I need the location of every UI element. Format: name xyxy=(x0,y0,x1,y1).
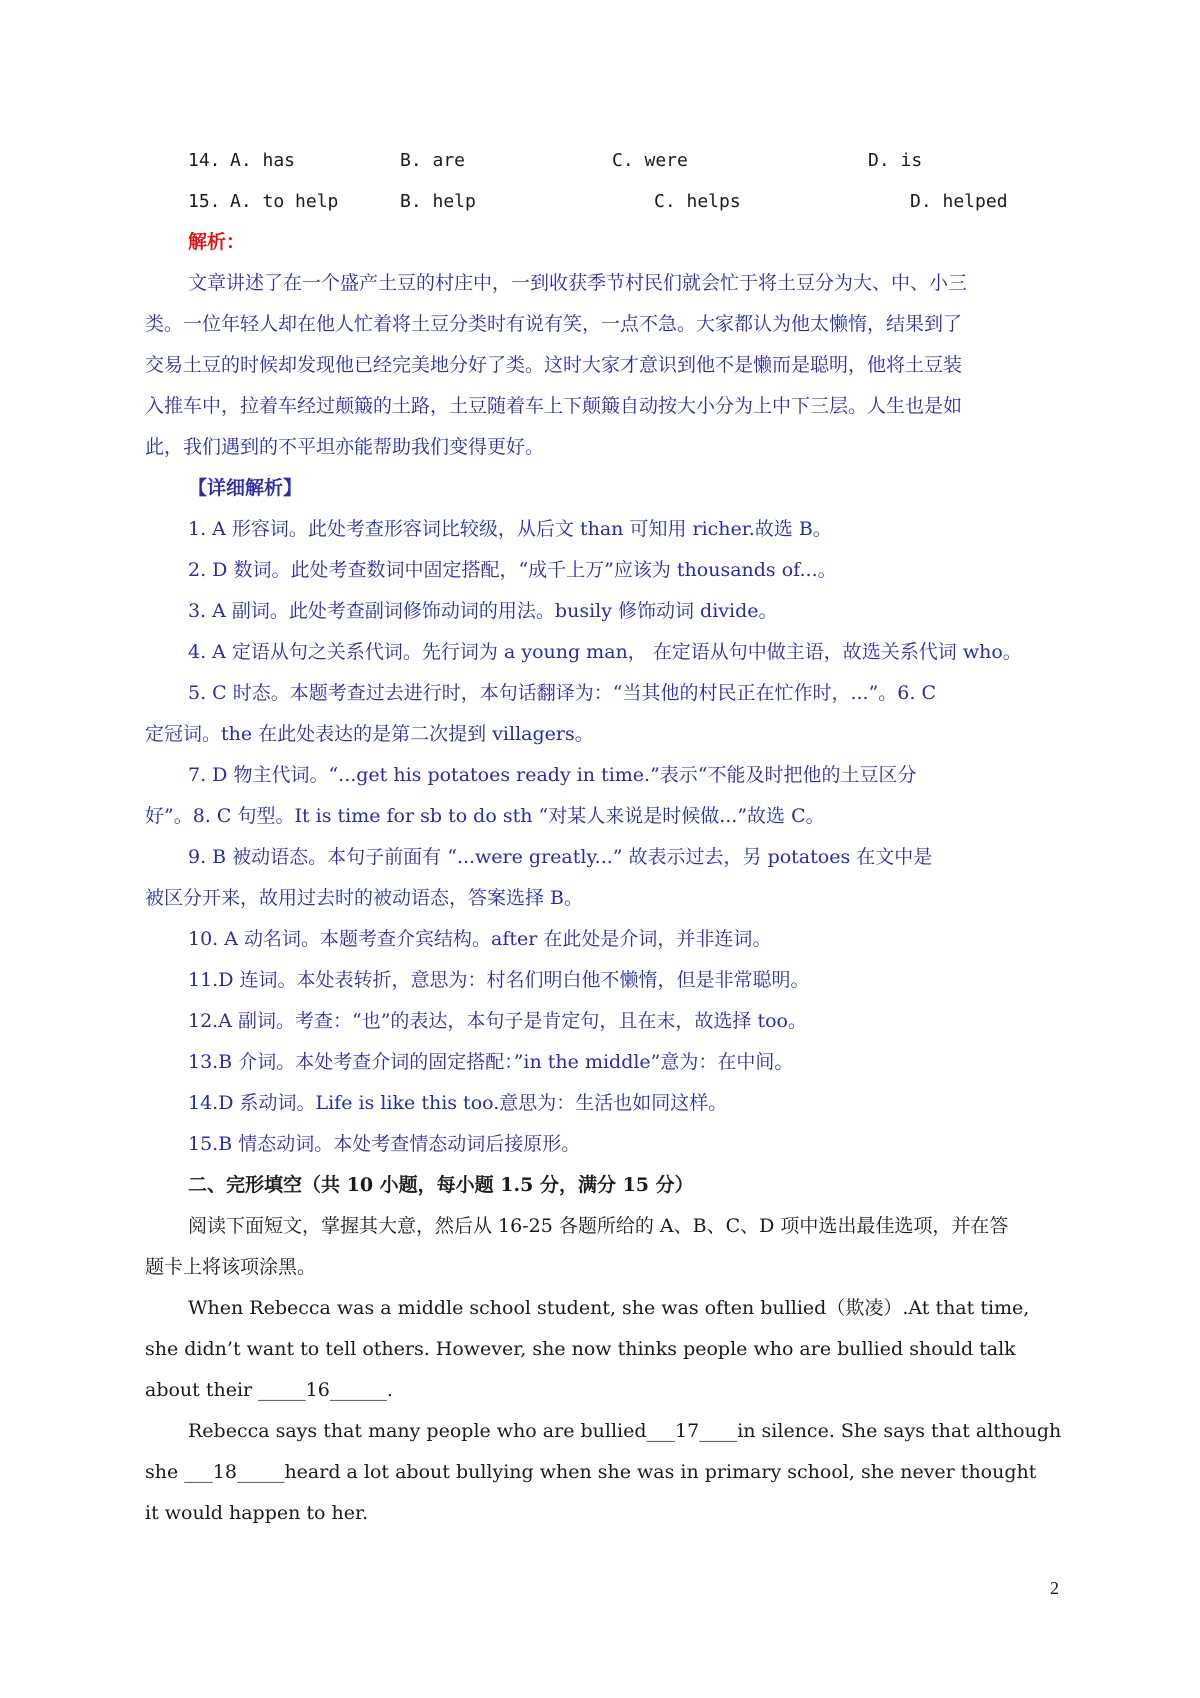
passage-line: Rebecca says that many people who are bullied___17____in silence. She says that although xyxy=(188,1420,1062,1442)
explanation-line: 7. D 物主代词。“...get his potatoes ready in time.”表示“不能及时把他的土豆区分 xyxy=(188,764,917,786)
question-15-options xyxy=(188,181,1068,223)
option-c: C. were xyxy=(612,150,688,171)
instruction-line: 阅读下面短文，掌握其大意，然后从 16-25 各题所给的 A、B、C、D 项中选出最佳选项，并在答 xyxy=(188,1215,1009,1237)
passage-line: she ___18_____heard a lot about bullying when she was in primary school, she never thought xyxy=(145,1461,1037,1483)
detail-heading: 【详细解析】 xyxy=(188,477,303,499)
option-d: D. is xyxy=(868,150,923,171)
explanation-line: 定冠词。the 在此处表达的是第二次提到 villagers。 xyxy=(145,723,594,745)
option-a: A. to help xyxy=(230,191,339,212)
explanation-line: 11.D 连词。本处表转折，意思为：村名们明白他不懒惰，但是非常聪明。 xyxy=(188,969,810,991)
option-b: B. are xyxy=(400,150,466,171)
explanation-line: 9. B 被动语态。本句子前面有 “...were greatly...” 故表示过去，另 potatoes 在文中是 xyxy=(188,846,933,868)
summary-line: 此，我们遇到的不平坦亦能帮助我们变得更好。 xyxy=(145,436,545,458)
option-a: A. has xyxy=(230,150,296,171)
summary-line: 文章讲述了在一个盛产土豆的村庄中，一到收获季节村民们就会忙于将土豆分为大、中、小三 xyxy=(188,272,968,294)
explanation-line: 3. A 副词。此处考查副词修饰动词的用法。busily 修饰动词 divide。 xyxy=(188,600,778,622)
page-number: 2 xyxy=(1050,1578,1059,1598)
analysis-heading: 解析： xyxy=(188,231,246,253)
instruction-line: 题卡上将该项涂黑。 xyxy=(145,1256,317,1278)
explanation-line: 被区分开来，故用过去时的被动语态，答案选择 B。 xyxy=(145,887,584,909)
summary-line: 交易土豆的时候却发现他已经完美地分好了类。这时大家才意识到他不是懒而是聪明，他将土豆装 xyxy=(145,354,963,376)
explanation-line: 15.B 情态动词。本处考查情态动词后接原形。 xyxy=(188,1133,581,1155)
question-number: 15. xyxy=(188,191,221,212)
passage-line: When Rebecca was a middle school student, she was often bullied（欺凌）.At that time, xyxy=(188,1297,1030,1319)
question-14-options xyxy=(188,140,1068,182)
explanation-line: 2. D 数词。此处考查数词中固定搭配，“成千上万”应该为 thousands of...。 xyxy=(188,559,837,581)
summary-line: 入推车中，拉着车经过颠簸的土路，土豆随着车上下颠簸自动按大小分为上中下三层。人生也是如 xyxy=(145,395,963,417)
explanation-line: 13.B 介词。本处考查介词的固定搭配：”in the middle”意为：在中间。 xyxy=(188,1051,794,1073)
explanation-line: 10. A 动名词。本题考查介宾结构。after 在此处是介词，并非连词。 xyxy=(188,928,772,950)
passage-line: she didn’t want to tell others. However, she now thinks people who are bullied should talk xyxy=(145,1338,1016,1360)
explanation-line: 好”。8. C 句型。It is time for sb to do sth “对某人来说是时候做...”故选 C。 xyxy=(145,805,825,827)
option-d: D. helped xyxy=(910,191,1008,212)
explanation-line: 4. A 定语从句之关系代词。先行词为 a young man， 在定语从句中做主语，故选关系代词 who。 xyxy=(188,641,1022,663)
section-heading: 二、完形填空（共 10 小题，每小题 1.5 分，满分 15 分） xyxy=(188,1174,694,1196)
explanation-line: 14.D 系动词。Life is like this too.意思为：生活也如同这样。 xyxy=(188,1092,728,1114)
summary-line: 类。一位年轻人却在他人忙着将土豆分类时有说有笑，一点不急。大家都认为他太懒惰，结果到了 xyxy=(145,313,963,335)
explanation-line: 1. A 形容词。此处考查形容词比较级，从后文 than 可知用 richer.故选 B。 xyxy=(188,518,832,540)
passage-line: about their _____16______. xyxy=(145,1379,393,1401)
option-b: B. help xyxy=(400,191,476,212)
passage-line: it would happen to her. xyxy=(145,1502,369,1524)
question-number: 14. xyxy=(188,150,221,171)
explanation-line: 5. C 时态。本题考查过去进行时，本句话翻译为：“当其他的村民正在忙作时，...”。6. C xyxy=(188,682,936,704)
explanation-line: 12.A 副词。考查：“也”的表达，本句子是肯定句，且在末，故选择 too。 xyxy=(188,1010,807,1032)
option-c: C. helps xyxy=(654,191,741,212)
